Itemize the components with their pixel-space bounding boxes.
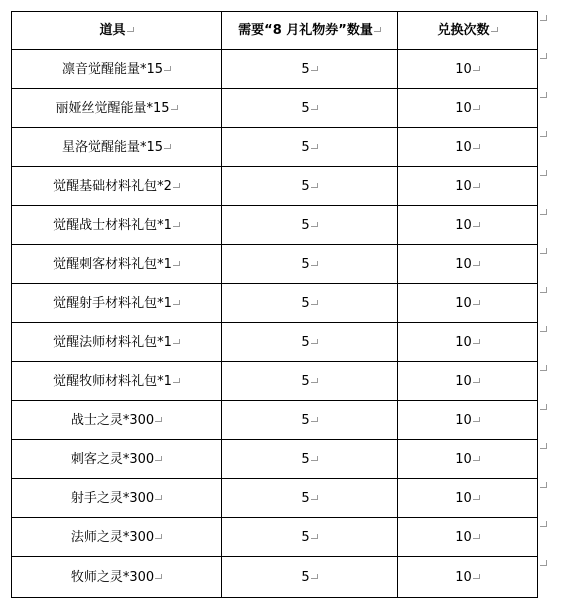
header-times [398,12,538,50]
return-mark-icon [173,183,180,190]
times-value: 10 [455,334,472,350]
return-mark-icon [155,574,162,581]
vouchers-value: 5 [301,217,310,233]
cell-times [398,362,538,401]
row-end-mark-icon [540,482,548,490]
cell-item [12,128,222,167]
cell-vouchers [222,479,398,518]
return-mark-icon [311,378,318,385]
return-mark-icon [173,300,180,307]
return-mark-icon [473,574,480,581]
times-value: 10 [455,256,472,272]
table-header [12,12,538,50]
cell-vouchers [222,206,398,245]
return-mark-icon [473,495,480,502]
return-mark-icon [311,495,318,502]
item-value: 觉醒牧师材料礼包*1 [53,373,172,389]
exchange-table [11,11,538,598]
cell-item [12,50,222,89]
cell-times [398,50,538,89]
table-row [12,401,538,440]
table-row [12,50,538,89]
cell-times [398,557,538,598]
vouchers-value: 5 [301,412,310,428]
table-row [12,167,538,206]
table-row [12,479,538,518]
cell-item [12,206,222,245]
return-mark-icon [311,183,318,190]
cell-item [12,89,222,128]
cell-times [398,284,538,323]
times-value: 10 [455,139,472,155]
row-end-mark-icon [540,53,548,61]
vouchers-value: 5 [301,451,310,467]
times-value: 10 [455,569,472,585]
times-value: 10 [455,178,472,194]
return-mark-icon [473,378,480,385]
times-value: 10 [455,61,472,77]
vouchers-value: 5 [301,569,310,585]
cell-vouchers [222,128,398,167]
return-mark-icon [155,417,162,424]
cell-item [12,401,222,440]
item-value: 射手之灵*300 [70,490,155,506]
header-vouchers-label: 需要“8 月礼物券”数量 [238,23,373,38]
item-value: 觉醒战士材料礼包*1 [53,217,172,233]
return-mark-icon [473,417,480,424]
row-end-mark-icon [540,170,548,178]
return-mark-icon [311,222,318,229]
table-body [12,50,538,598]
header-row [12,12,538,50]
vouchers-value: 5 [301,490,310,506]
table-row [12,89,538,128]
row-end-mark-icon [540,287,548,295]
vouchers-value: 5 [301,139,310,155]
cell-times [398,323,538,362]
return-mark-icon [127,27,134,34]
header-vouchers [222,12,398,50]
cell-item [12,245,222,284]
row-end-mark-icon [540,248,548,256]
return-mark-icon [473,339,480,346]
cell-times [398,128,538,167]
times-value: 10 [455,295,472,311]
item-value: 战士之灵*300 [70,412,155,428]
cell-vouchers [222,362,398,401]
times-value: 10 [455,412,472,428]
cell-times [398,440,538,479]
table-row [12,245,538,284]
return-mark-icon [374,27,381,34]
vouchers-value: 5 [301,295,310,311]
table-row [12,362,538,401]
vouchers-value: 5 [301,256,310,272]
return-mark-icon [311,144,318,151]
return-mark-icon [155,456,162,463]
item-value: 法师之灵*300 [70,529,155,545]
cell-item [12,479,222,518]
item-value: 刺客之灵*300 [70,451,155,467]
row-end-mark-icon [540,443,548,451]
cell-vouchers [222,440,398,479]
return-mark-icon [473,222,480,229]
vouchers-value: 5 [301,373,310,389]
times-value: 10 [455,100,472,116]
header-item [12,12,222,50]
return-mark-icon [155,534,162,541]
cell-times [398,206,538,245]
item-value: 凛音觉醒能量*15 [61,61,164,77]
cell-vouchers [222,245,398,284]
table-row [12,284,538,323]
cell-times [398,89,538,128]
cell-times [398,245,538,284]
cell-times [398,479,538,518]
return-mark-icon [311,574,318,581]
return-mark-icon [311,339,318,346]
item-value: 觉醒基础材料礼包*2 [53,178,172,194]
return-mark-icon [155,495,162,502]
return-mark-icon [473,183,480,190]
return-mark-icon [173,378,180,385]
row-end-mark-icon [540,365,548,373]
vouchers-value: 5 [301,334,310,350]
return-mark-icon [491,27,498,34]
cell-vouchers [222,323,398,362]
table-row [12,440,538,479]
row-end-mark-icon [540,521,548,529]
return-mark-icon [473,261,480,268]
row-end-mark-icon [540,209,548,217]
row-end-mark-icon [540,15,548,23]
vouchers-value: 5 [301,100,310,116]
item-value: 觉醒射手材料礼包*1 [53,295,172,311]
item-value: 觉醒法师材料礼包*1 [53,334,172,350]
return-mark-icon [311,261,318,268]
times-value: 10 [455,529,472,545]
cell-vouchers [222,518,398,557]
return-mark-icon [173,222,180,229]
row-end-mark-icon [540,131,548,139]
cell-item [12,323,222,362]
return-mark-icon [473,456,480,463]
return-mark-icon [311,300,318,307]
row-end-mark-icon [540,404,548,412]
cell-item [12,362,222,401]
cell-times [398,401,538,440]
return-mark-icon [164,66,171,73]
cell-vouchers [222,89,398,128]
cell-item [12,557,222,598]
table-row [12,557,538,598]
return-mark-icon [311,534,318,541]
item-value: 觉醒刺客材料礼包*1 [53,256,172,272]
item-value: 星洛觉醒能量*15 [61,139,164,155]
table-row [12,518,538,557]
cell-times [398,518,538,557]
item-value: 丽娅丝觉醒能量*15 [55,100,170,116]
cell-vouchers [222,401,398,440]
cell-vouchers [222,557,398,598]
return-mark-icon [311,66,318,73]
return-mark-icon [473,534,480,541]
times-value: 10 [455,490,472,506]
row-end-mark-icon [540,560,548,568]
return-mark-icon [311,417,318,424]
table-row [12,128,538,167]
vouchers-value: 5 [301,178,310,194]
times-value: 10 [455,217,472,233]
times-value: 10 [455,373,472,389]
return-mark-icon [164,144,171,151]
return-mark-icon [173,261,180,268]
return-mark-icon [171,105,178,112]
cell-item [12,284,222,323]
cell-item [12,167,222,206]
vouchers-value: 5 [301,61,310,77]
return-mark-icon [173,339,180,346]
cell-item [12,440,222,479]
cell-vouchers [222,50,398,89]
return-mark-icon [311,105,318,112]
cell-item [12,518,222,557]
item-value: 牧师之灵*300 [70,569,155,585]
row-end-mark-icon [540,92,548,100]
header-times-label: 兑换次数 [437,23,490,38]
vouchers-value: 5 [301,529,310,545]
return-mark-icon [473,300,480,307]
header-item-label: 道具 [99,23,126,38]
cell-vouchers [222,167,398,206]
return-mark-icon [473,105,480,112]
cell-times [398,167,538,206]
table-row [12,206,538,245]
return-mark-icon [473,144,480,151]
return-mark-icon [473,66,480,73]
cell-vouchers [222,284,398,323]
row-end-mark-icon [540,326,548,334]
return-mark-icon [311,456,318,463]
table-row [12,323,538,362]
times-value: 10 [455,451,472,467]
